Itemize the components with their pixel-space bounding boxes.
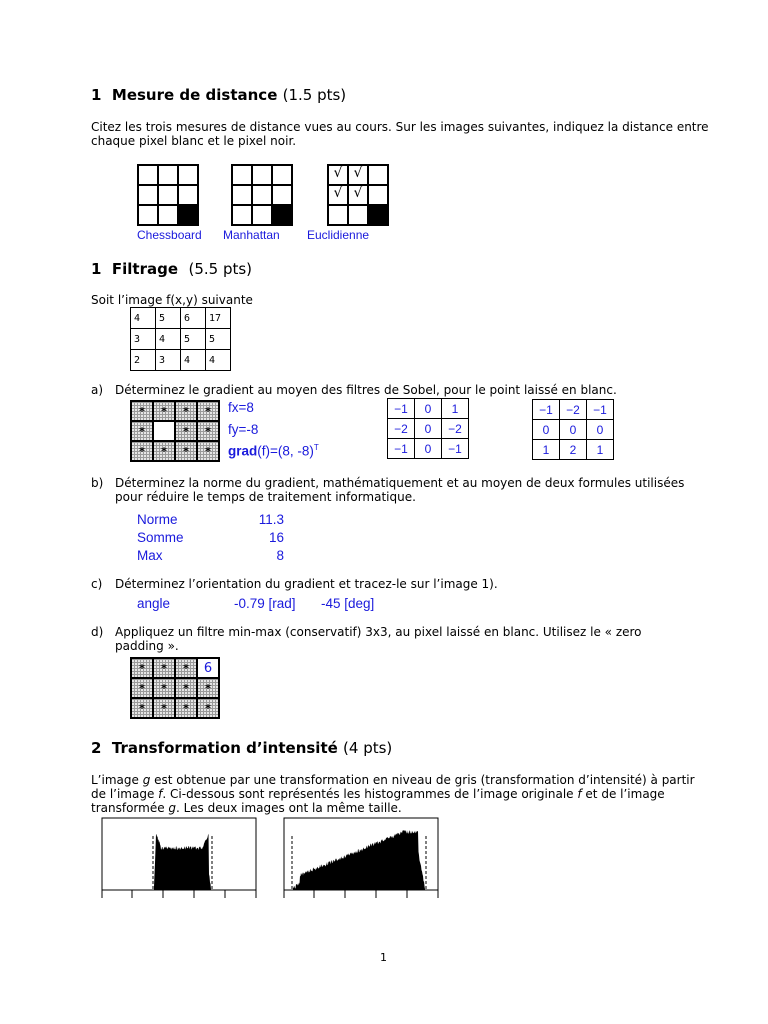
label-euclidienne: Euclidienne [307, 228, 370, 242]
question-c-letter: c) [91, 577, 103, 591]
page-number: 1 [380, 951, 387, 964]
sobel-x-kernel: −1 0 1 −2 0 −2 −1 0 −1 [387, 398, 469, 459]
label-manhattan: Manhattan [223, 228, 280, 242]
somme-value: 16 [268, 530, 284, 545]
sqrt-symbol: √ [328, 165, 348, 185]
chessboard-grid [137, 164, 199, 226]
norme-label: Norme [137, 512, 178, 527]
max-value: 8 [276, 548, 284, 563]
sqrt-symbol: √ [348, 185, 368, 205]
question-b-text: Déterminez la norme du gradient, mathématiquement et au moyen de deux formules utilisées pour réduire le temps de traitement informatique. [115, 476, 685, 504]
fx-answer: fx=8 [228, 400, 254, 415]
question-d-letter: d) [91, 625, 104, 639]
question-c-text: Déterminez l’orientation du gradient et tracez-le sur l’image 1). [115, 577, 498, 591]
manhattan-grid [231, 164, 293, 226]
question-d-text: Appliquez un filtre min-max (conservatif) 3x3, au pixel laissé en blanc. Utilisez le « zero padding ». [115, 625, 642, 653]
section2-heading: 1 Filtrage (5.5 pts) [91, 260, 253, 278]
histogram-f [100, 816, 260, 902]
angle-rad: -0.79 [rad] [234, 596, 296, 611]
minmax-neighborhood-grid: * * * 6 * * * * * * * * [130, 657, 220, 719]
grad-answer: grad(f)=(8, -8)$^T$ [228, 443, 319, 459]
euclidean-grid [327, 164, 389, 226]
question-a-letter: a) [91, 383, 104, 397]
histogram-g [282, 816, 442, 902]
section3-intro: L’image g est obtenue par une transformation en niveau de gris (transformation d’intensité) à partir de l’image f. Ci-dessous sont représentés les histogrammes de l’image originale f et de l’image transformée g. Les deux images ont la même taille. [91, 773, 695, 815]
sobel-y-kernel: −1 −2 −1 0 0 0 1 2 1 [532, 399, 614, 460]
question-b-letter: b) [91, 476, 104, 490]
sqrt-symbol: √ [348, 165, 368, 185]
max-label: Max [137, 548, 163, 563]
section1-heading: 1 Mesure de distance (1.5 pts) [91, 86, 347, 104]
minmax-result: 6 [197, 658, 219, 678]
fy-answer: fy=-8 [228, 422, 259, 437]
image-intro: Soit l’image f(x,y) suivante [91, 293, 253, 307]
section3-heading: 2 Transformation d’intensité (4 pts) [91, 739, 393, 757]
norme-value: 11.3 [258, 512, 284, 527]
sobel-neighborhood-grid: * * * * * * * * * * * [130, 400, 220, 462]
angle-deg: -45 [deg] [321, 596, 375, 611]
sqrt-symbol: √ [328, 185, 348, 205]
angle-label: angle [137, 596, 171, 611]
section1-intro: Citez les trois mesures de distance vues au cours. Sur les images suivantes, indiquez la distance entre chaque pixel blanc et le pixel noir. [91, 120, 709, 148]
somme-label: Somme [137, 530, 184, 545]
question-a-text: Déterminez le gradient au moyen des filtres de Sobel, pour le point laissé en blanc. [115, 383, 617, 397]
image-values-table: 4 5 6 17 3 4 5 5 2 3 4 4 [130, 307, 231, 371]
label-chessboard: Chessboard [137, 228, 202, 242]
